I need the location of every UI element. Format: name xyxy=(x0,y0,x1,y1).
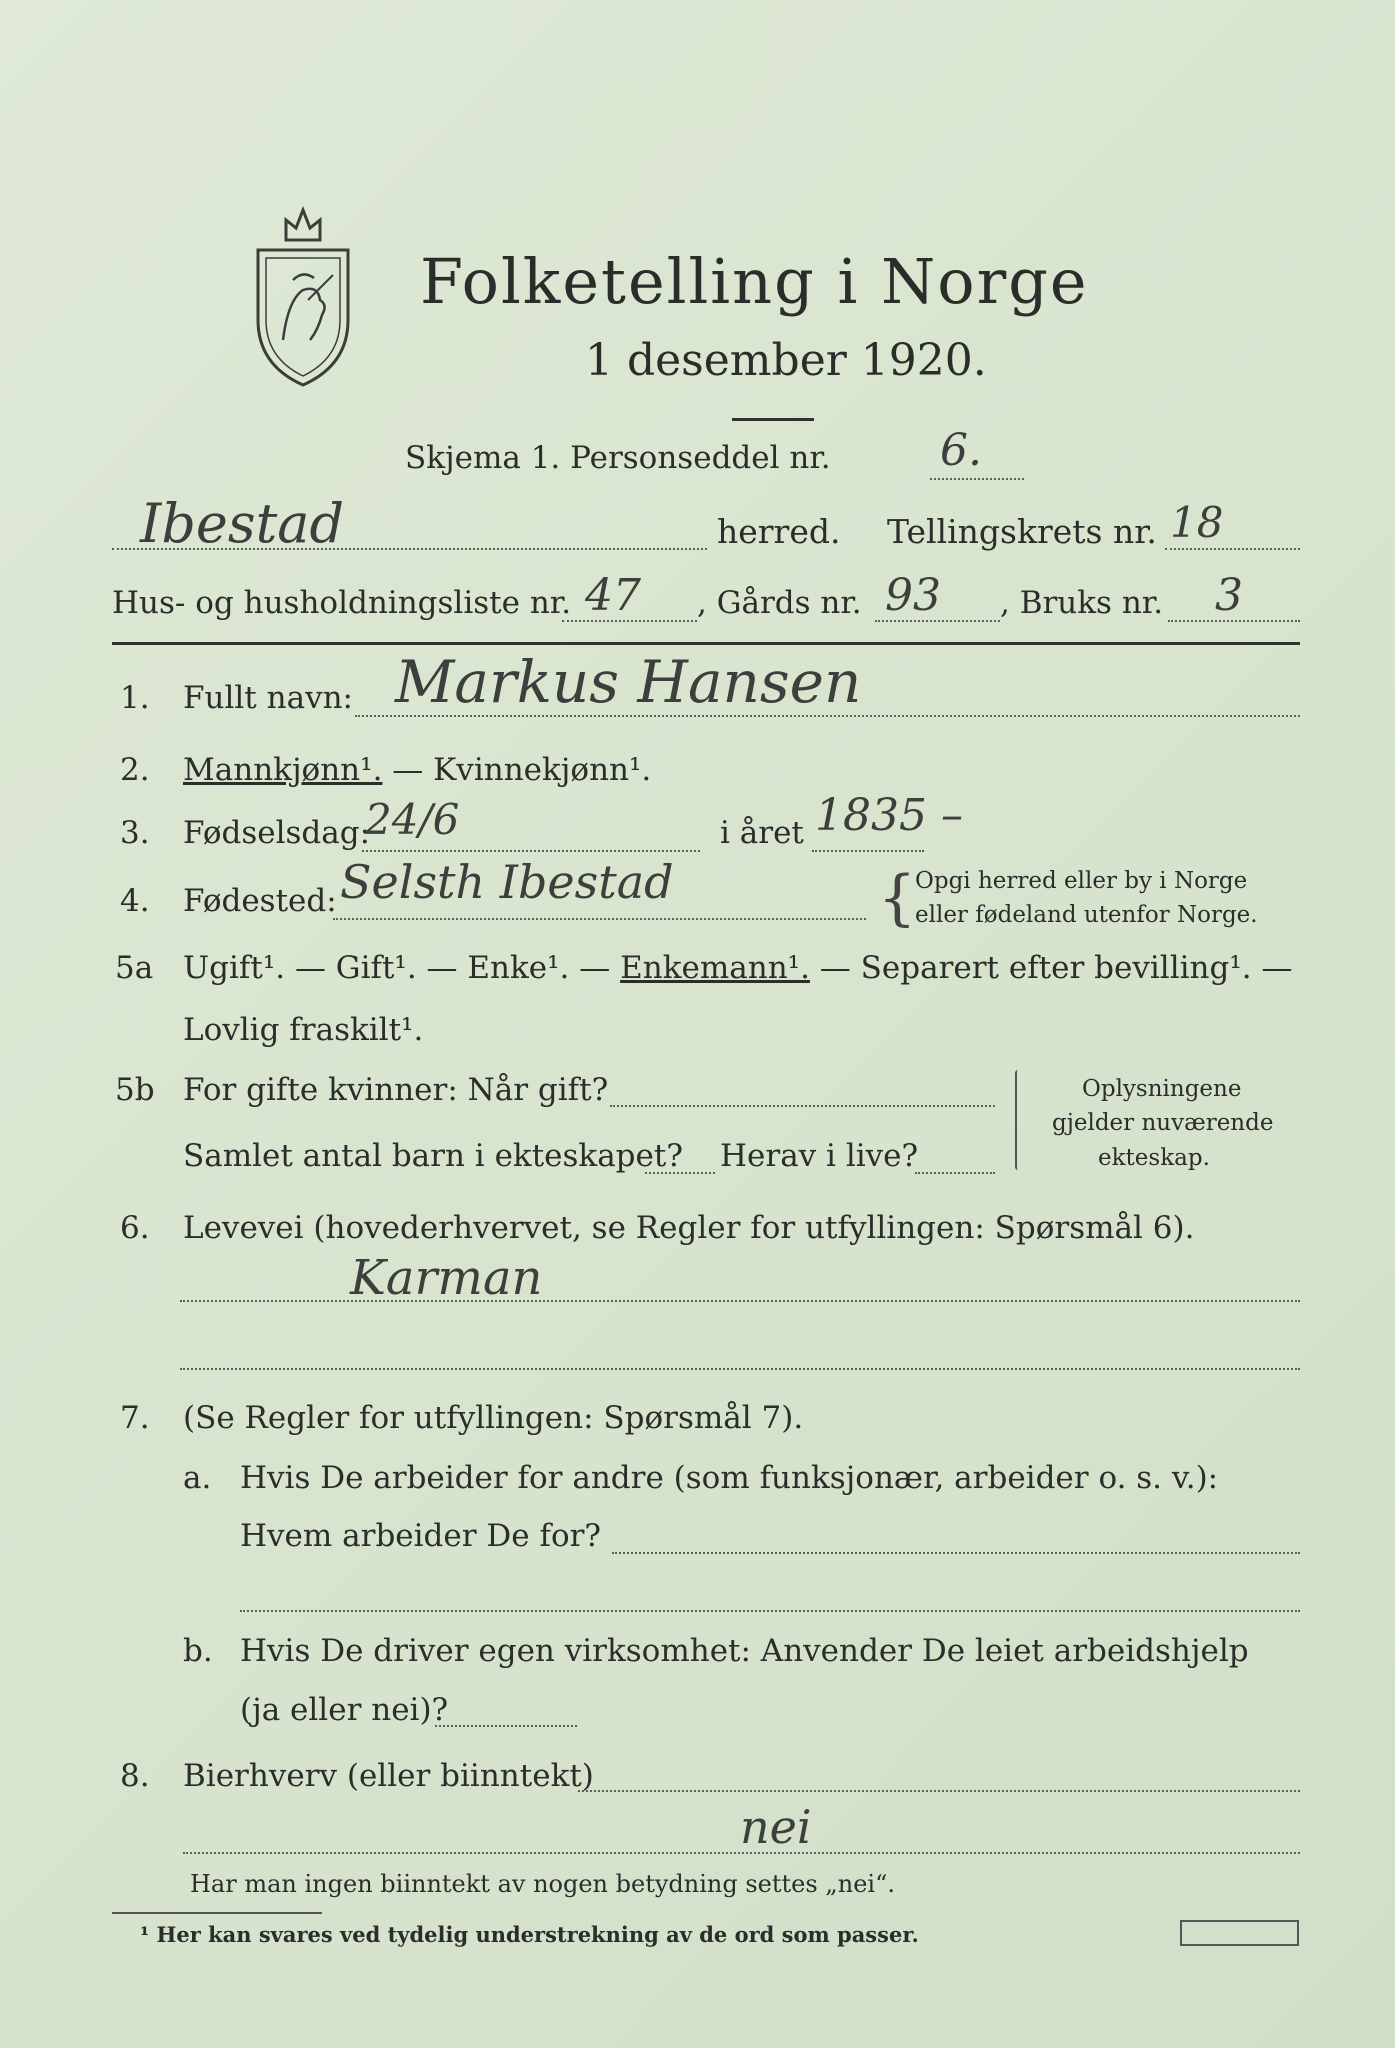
q6-number: 6. xyxy=(120,1210,150,1246)
q7a-line2: Hvem arbeider De for? xyxy=(240,1518,602,1554)
header-rule xyxy=(112,642,1300,645)
q7a-letter: a. xyxy=(183,1460,212,1496)
q7a-field-line-1 xyxy=(612,1552,1300,1554)
q5a-number: 5a xyxy=(115,950,154,986)
q5b-line2a: Samlet antal barn i ekteskapet? xyxy=(183,1138,683,1174)
q5a-pre: Ugift¹. — Gift¹. — Enke¹. — xyxy=(183,950,621,986)
q5a-post: — Separert efter bevilling¹. — xyxy=(809,950,1293,986)
personseddel-value: 6. xyxy=(940,425,982,476)
q7b-line2: (ja eller nei)? xyxy=(240,1692,449,1728)
q5b-ilive-field-line xyxy=(915,1172,995,1174)
q6-field-line-1 xyxy=(180,1300,1300,1302)
q2-kvinnekjonn: — Kvinnekjønn¹. xyxy=(382,752,652,788)
q4-number: 4. xyxy=(120,883,150,919)
q5a-options xyxy=(183,950,1292,986)
bruks-value: 3 xyxy=(1215,570,1243,621)
q3-year-label: i året xyxy=(720,815,804,851)
herred-value: Ibestad xyxy=(140,492,345,555)
q6-field-line-2 xyxy=(180,1368,1300,1370)
q5b-barn-field-line xyxy=(645,1172,715,1174)
q4-value: Selsth Ibestad xyxy=(340,855,674,909)
q5b-note2: gjelder nuværende xyxy=(1052,1110,1274,1136)
q2-mannkjonn: Mannkjønn¹. xyxy=(183,752,383,788)
q3-year-value: 1835 – xyxy=(815,790,963,841)
q4-note-line2: eller fødeland utenfor Norge. xyxy=(915,902,1258,928)
q7b-field-line xyxy=(435,1725,577,1727)
q5b-number: 5b xyxy=(115,1072,155,1108)
tellingskrets-label: Tellingskrets nr. xyxy=(887,512,1157,551)
q7-number: 7. xyxy=(120,1400,150,1436)
q7a-field-line-2 xyxy=(240,1610,1300,1612)
q5b-label: For gifte kvinner: Når gift? xyxy=(183,1072,609,1108)
tellingskrets-field-line xyxy=(1165,548,1300,550)
q1-label: Fullt navn: xyxy=(183,680,353,716)
q2-options xyxy=(183,752,651,788)
footnote-rule xyxy=(112,1912,322,1914)
q7a-line1: Hvis De arbeider for andre (som funksjonær, arbeider o. s. v.): xyxy=(240,1460,1219,1496)
personseddel-field-line xyxy=(930,478,1024,480)
q3-value: 24/6 xyxy=(365,795,460,844)
q3-number: 3. xyxy=(120,815,150,851)
printer-stamp xyxy=(1180,1920,1299,1946)
q3-label: Fødselsdag: xyxy=(183,815,371,851)
q8-value: nei xyxy=(740,1800,812,1854)
q7-label: (Se Regler for utfyllingen: Spørsmål 7). xyxy=(183,1400,804,1436)
q3-year-field-line xyxy=(812,850,924,852)
q5b-note1: Oplysningene xyxy=(1082,1076,1242,1102)
bruks-label: , Bruks nr. xyxy=(1000,585,1164,621)
skjema-label: Skjema 1. Personseddel nr. xyxy=(405,440,831,476)
q8-number: 8. xyxy=(120,1758,150,1794)
herred-label: herred. xyxy=(717,512,841,551)
q5a-line2: Lovlig fraskilt¹. xyxy=(183,1012,424,1048)
q5b-line2b: Herav i live? xyxy=(720,1138,919,1174)
q8-note: Har man ingen biinntekt av nogen betydning settes „nei“. xyxy=(190,1870,895,1898)
tellingskrets-value: 18 xyxy=(1170,498,1224,547)
q8-field-line-2 xyxy=(183,1852,1300,1854)
q5b-bracket xyxy=(1015,1070,1021,1170)
coat-of-arms-icon xyxy=(248,180,358,390)
title-divider xyxy=(732,418,814,421)
q8-field-line-1 xyxy=(578,1790,1300,1792)
gards-label: , Gårds nr. xyxy=(697,585,862,621)
gards-value: 93 xyxy=(885,570,941,621)
footnote: ¹ Her kan svares ved tydelig understrekning av de ord som passer. xyxy=(140,1922,919,1947)
husliste-label: Hus- og husholdningsliste nr. xyxy=(112,585,572,621)
q1-value: Markus Hansen xyxy=(395,648,862,716)
q6-label: Levevei (hovederhvervet, se Regler for utfyllingen: Spørsmål 6). xyxy=(183,1210,1195,1246)
q2-number: 2. xyxy=(120,752,150,788)
q4-field-line xyxy=(333,918,866,920)
q4-brace: { xyxy=(878,863,917,933)
q1-number: 1. xyxy=(120,680,150,716)
q6-value: Karman xyxy=(350,1250,543,1306)
q5b-note3: ekteskap. xyxy=(1098,1145,1210,1171)
husliste-value: 47 xyxy=(585,570,641,621)
q5a-enkemann: Enkemann¹. xyxy=(620,950,810,986)
census-date: 1 desember 1920. xyxy=(585,335,987,386)
q8-label: Bierhverv (eller biinntekt) xyxy=(183,1758,594,1794)
form-title: Folketelling i Norge xyxy=(420,245,1089,318)
q7b-line1: Hvis De driver egen virksomhet: Anvender De leiet arbeidshjelp xyxy=(240,1633,1249,1669)
q7b-letter: b. xyxy=(183,1633,213,1669)
q5b-field-line xyxy=(610,1105,995,1107)
q4-label: Fødested: xyxy=(183,883,337,919)
q3-field-line xyxy=(362,850,700,852)
q4-note-line1: Opgi herred eller by i Norge xyxy=(915,868,1248,894)
